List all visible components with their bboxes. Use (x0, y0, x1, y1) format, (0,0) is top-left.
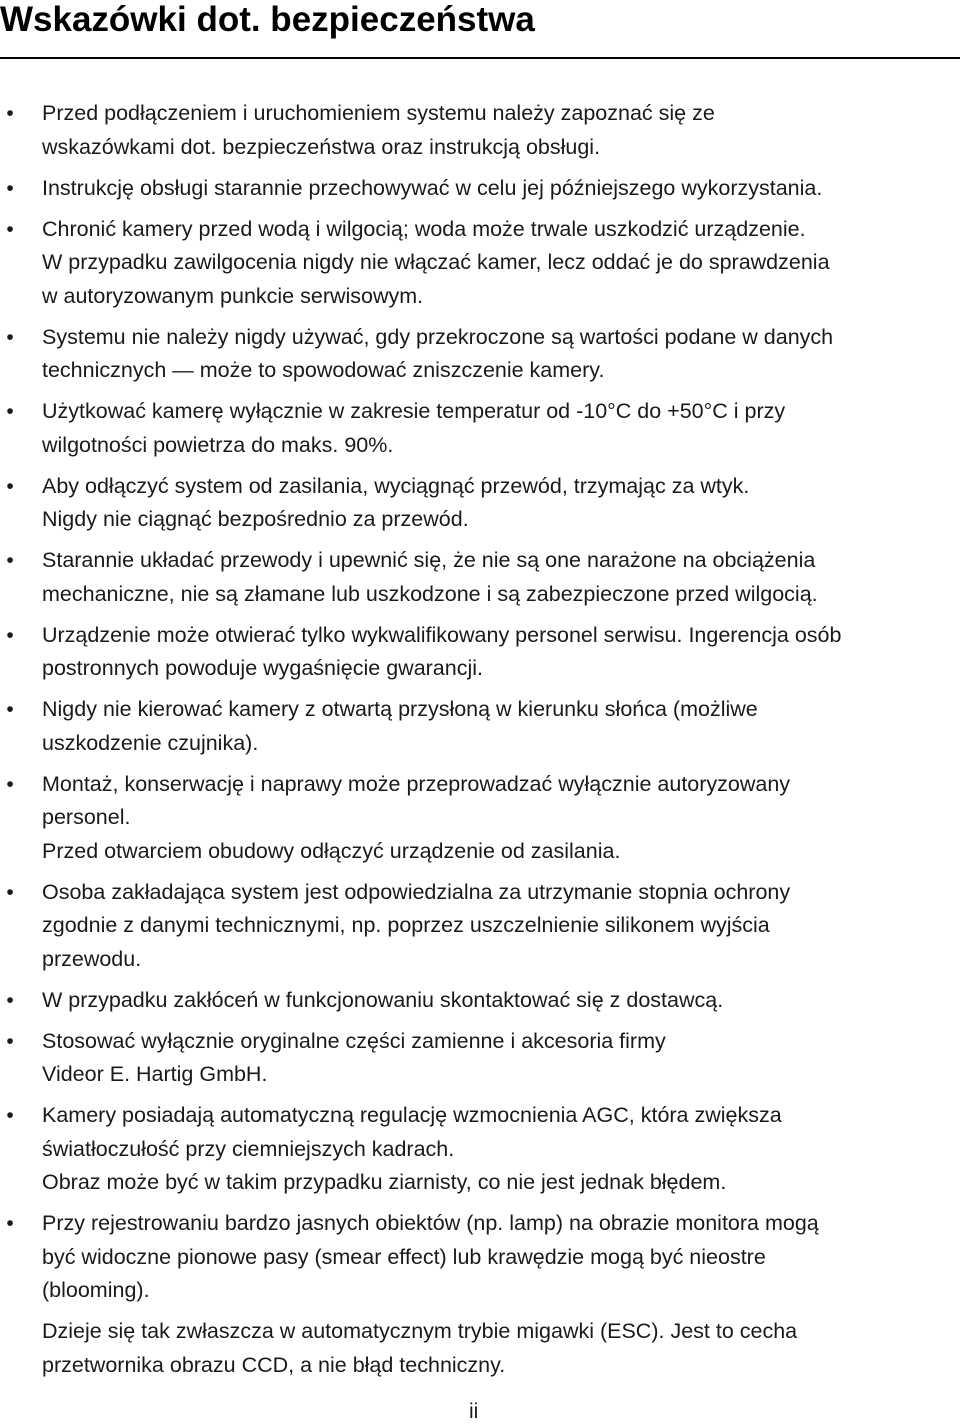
list-item-text: Montaż, konserwację i naprawy może przeprowadzać wyłącznie autoryzowany (42, 771, 791, 796)
paragraph-text: przetwornika obrazu CCD, a nie błąd techniczny. (42, 1352, 506, 1377)
list-item-text: przewodu. (42, 946, 142, 971)
list-item-text: w autoryzowanym punkcie serwisowym. (42, 283, 424, 308)
list-item (0, 693, 945, 760)
bullet-icon: • (6, 772, 14, 796)
list-item-text: wskazówkami dot. bezpieczeństwa oraz instrukcją obsługi. (42, 134, 601, 159)
list-item-text: światłoczułość przy ciemniejszych kadrach. (42, 1136, 455, 1161)
list-item-text: uszkodzenie czujnika). (42, 730, 259, 755)
list-item (0, 321, 945, 388)
bullet-icon: • (6, 102, 14, 125)
page-title: Wskazówki dot. bezpieczeństwa (0, 0, 535, 39)
list-item-text: technicznych — może to spowodować zniszczenie kamery. (42, 358, 605, 382)
page-number: ii (469, 1400, 479, 1423)
list-item-text: Nigdy nie ciągnąć bezpośrednio za przewód. (42, 507, 469, 531)
list-item-text: zgodnie z danymi technicznymi, np. poprzez uszczelnienie silikonem wyjścia (42, 913, 770, 937)
title-divider (0, 57, 960, 59)
bullet-icon: • (6, 1104, 14, 1127)
list-item (0, 470, 945, 537)
bullet-icon: • (6, 325, 14, 349)
safety-instructions-list (0, 97, 945, 1390)
bullet-icon: • (6, 880, 14, 904)
list-item-text: Osoba zakładająca system jest odpowiedzialna za utrzymanie stopnia ochrony (42, 879, 791, 904)
list-item-text: Przed podłączeniem i uruchomieniem systemu należy zapoznać się ze (42, 101, 715, 125)
list-item-text: być widoczne pionowe pasy (smear effect) lub krawędzie mogą być nieostre (42, 1244, 766, 1269)
list-item-text: Aby odłączyć system od zasilania, wyciągnąć przewód, trzymając za wtyk. (42, 473, 750, 498)
list-item-text: postronnych powoduje wygaśnięcie gwarancji. (42, 656, 484, 680)
bullet-icon: • (6, 217, 14, 241)
list-item-text: Instrukcję obsługi starannie przechowywać w celu jej późniejszego wykorzystania. (42, 175, 823, 200)
bullet-icon: • (6, 1029, 14, 1053)
bullet-icon: • (6, 474, 14, 498)
bullet-icon: • (6, 698, 14, 721)
list-item-text: mechaniczne, nie są złamane lub uszkodzone i są zabezpieczone przed wilgocią. (42, 581, 818, 606)
list-item (0, 213, 945, 314)
bullet-icon: • (6, 623, 14, 647)
list-item-text: Chronić kamery przed wodą i wilgocią; woda może trwale uszkodzić urządzenie. (42, 216, 806, 241)
list-item (0, 395, 945, 462)
bullet-icon: • (6, 988, 14, 1012)
bullet-icon: • (6, 549, 14, 572)
list-item-text: W przypadku zakłóceń w funkcjonowaniu skontaktować się z dostawcą. (42, 987, 724, 1012)
list-item-text: Starannie układać przewody i upewnić się, że nie są one narażone na obciążenia (42, 548, 816, 572)
list-item-text: Nigdy nie kierować kamery z otwartą przysłoną w kierunku słońca (możliwe (42, 697, 758, 721)
list-item-text: personel. (42, 805, 131, 829)
list-item-text: Przy rejestrowaniu bardzo jasnych obiektów (np. lamp) na obrazie monitora mogą (42, 1211, 819, 1235)
paragraph-text: Dzieje się tak zwłaszcza w automatycznym trybie migawki (ESC). Jest to cecha (42, 1319, 798, 1343)
list-item (0, 97, 945, 164)
list-item-text: (blooming). (42, 1278, 150, 1302)
list-item (0, 1099, 945, 1200)
list-item-text: Użytkować kamerę wyłącznie w zakresie temperatur od -10°C do +50°C i przy (42, 399, 786, 423)
list-item-text: wilgotności powietrza do maks. 90%. (42, 432, 394, 457)
list-item (0, 619, 945, 686)
bullet-icon: • (6, 400, 14, 423)
list-item-text: Systemu nie należy nigdy używać, gdy przekroczone są wartości podane w danych (42, 324, 834, 349)
list-item-text: W przypadku zawilgocenia nigdy nie włączać kamer, lecz oddać je do sprawdzenia (42, 250, 830, 274)
list-item-text: Stosować wyłącznie oryginalne części zamienne i akcesoria firmy (42, 1028, 666, 1053)
list-item (0, 876, 945, 977)
list-item (0, 544, 945, 611)
list-item-text: Videor E. Hartig GmbH. (42, 1062, 268, 1086)
list-item (0, 768, 945, 869)
closing-paragraph (0, 1315, 945, 1382)
list-item-text: Przed otwarciem obudowy odłączyć urządzenie od zasilania. (42, 838, 621, 863)
list-item-text: Obraz może być w takim przypadku ziarnisty, co nie jest jednak błędem. (42, 1170, 727, 1194)
list-item (0, 1207, 945, 1308)
bullet-icon: • (6, 176, 14, 200)
bullet-icon: • (6, 1212, 14, 1235)
list-item-text: Kamery posiadają automatyczną regulację wzmocnienia AGC, która zwiększa (42, 1103, 782, 1127)
list-item (0, 1025, 945, 1092)
list-item-text: Urządzenie może otwierać tylko wykwalifikowany personel serwisu. Ingerencja osób (42, 622, 842, 647)
list-item (0, 172, 945, 206)
list-item (0, 984, 945, 1018)
